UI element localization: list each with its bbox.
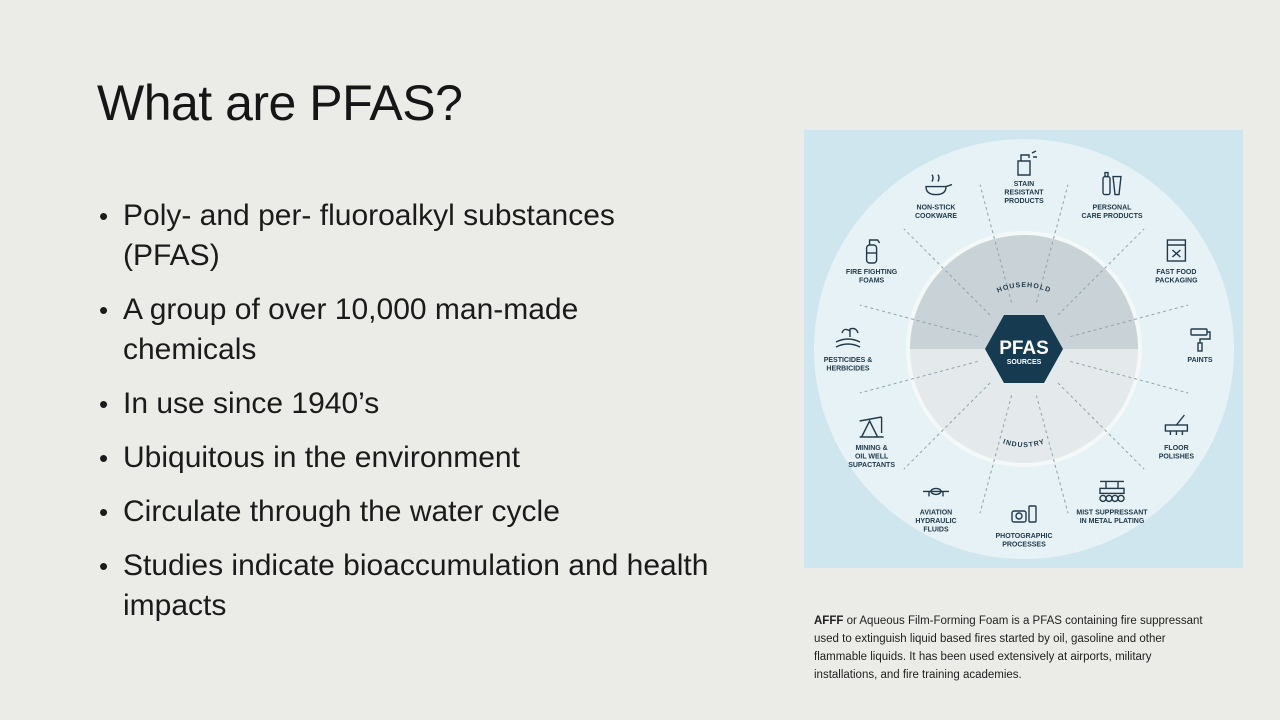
bullet-text: Poly- and per- fluoroalkyl substances (PFAS) bbox=[123, 199, 615, 272]
source-label-line: STAIN bbox=[1013, 181, 1035, 188]
source-label-line: PAINTS bbox=[1187, 357, 1213, 364]
source-label-line: MINING & bbox=[855, 445, 888, 452]
afff-caption bbox=[814, 612, 1214, 684]
source-label-line: FLUIDS bbox=[923, 526, 949, 534]
bullet-dot: • bbox=[99, 497, 109, 527]
source-label-line: PACKAGING bbox=[1155, 277, 1198, 285]
source-label-line: SUPACTANTS bbox=[848, 462, 895, 469]
bullet-text: A group of over 10,000 man-made chemicals bbox=[123, 293, 579, 366]
source-label-line: PESTICIDES & bbox=[823, 357, 873, 364]
source-label-line: AVIATION bbox=[919, 509, 953, 517]
bullet-text: Ubiquitous in the environment bbox=[123, 441, 520, 474]
bullet-item bbox=[97, 196, 717, 276]
source-label-line: COOKWARE bbox=[915, 213, 957, 221]
bullet-item bbox=[97, 384, 717, 424]
source-label-line: PERSONAL bbox=[1092, 204, 1132, 212]
source-label-line: RESISTANT bbox=[1004, 189, 1044, 197]
source-label bbox=[915, 205, 957, 221]
bullet-text: Studies indicate bioaccumulation and health impacts bbox=[123, 549, 709, 622]
bullet-dot: • bbox=[99, 551, 109, 581]
bullet-list bbox=[97, 196, 717, 640]
source-label bbox=[1155, 269, 1198, 285]
bullet-item bbox=[97, 492, 717, 532]
source-label-line: HERBICIDES bbox=[826, 365, 870, 373]
source-label-line: PHOTOGRAPHIC bbox=[995, 533, 1053, 540]
source-label-line: MIST SUPPRESSANT bbox=[1076, 509, 1148, 517]
bullet-item bbox=[97, 546, 717, 626]
bullet-dot: • bbox=[99, 201, 109, 231]
source-label-line: PRODUCTS bbox=[1004, 198, 1044, 205]
pfas-sources-infographic bbox=[804, 130, 1243, 568]
household-label-path: HOUSEHOLD bbox=[996, 281, 1052, 295]
source-label bbox=[995, 533, 1052, 549]
bullet-text: In use since 1940’s bbox=[123, 387, 380, 420]
source-label-line: PROCESSES bbox=[1002, 541, 1046, 549]
industry-label-path: INDUSTRY bbox=[1002, 438, 1046, 450]
bullet-dot: • bbox=[99, 389, 109, 419]
source-label bbox=[1187, 357, 1212, 364]
source-label-line: OIL WELL bbox=[854, 453, 889, 461]
source-label-line: IN METAL PLATING bbox=[1079, 517, 1145, 525]
center-subtitle: SOURCES bbox=[1006, 359, 1042, 366]
source-label bbox=[824, 357, 873, 373]
source-label-line: HYDRAULIC bbox=[915, 517, 957, 525]
source-label-line: POLISHES bbox=[1158, 453, 1195, 461]
bullet-dot: • bbox=[99, 443, 109, 473]
bullet-dot: • bbox=[99, 295, 109, 325]
caption-bold: AFFF bbox=[814, 615, 844, 627]
source-label-line: FAST FOOD bbox=[1156, 269, 1197, 276]
source-label-line: FIRE FIGHTING bbox=[845, 269, 898, 276]
source-label-line: CARE PRODUCTS bbox=[1081, 213, 1143, 221]
bullet-item bbox=[97, 290, 717, 370]
source-label bbox=[1076, 509, 1148, 525]
caption-text: or Aqueous Film-Forming Foam is a PFAS containing fire suppressant used to extinguish liquid based fires started by oil, gasoline and other flammable liquids. It has been used extensively at airports, military installations, and fire training academies. bbox=[814, 615, 1203, 681]
pfas-sources-diagram bbox=[804, 130, 1243, 568]
bullet-text: Circulate through the water cycle bbox=[123, 495, 560, 528]
source-label-line: NON-STICK bbox=[916, 204, 956, 212]
bullet-item bbox=[97, 438, 717, 478]
source-label-line: FLOOR bbox=[1164, 445, 1189, 452]
source-label-line: FOAMS bbox=[858, 277, 885, 285]
center-title: PFAS bbox=[999, 338, 1049, 359]
slide-title: What are PFAS? bbox=[97, 75, 463, 131]
